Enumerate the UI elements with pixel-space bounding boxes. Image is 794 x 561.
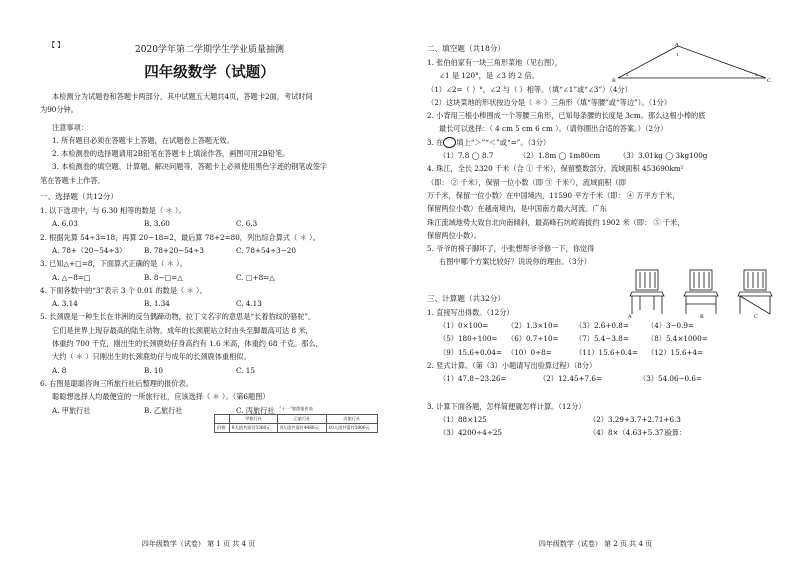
notice-title: 注意事项： xyxy=(52,122,88,132)
question-text: 保留两位小数）。 xyxy=(427,230,481,240)
calc-item: （10）0÷8= xyxy=(507,347,552,357)
question-text: 万千米，保留一位小数）在中国境内，11590 平方千米（即： ④ 万平方千米， xyxy=(427,190,680,200)
chair-label: B xyxy=(700,314,704,320)
calc-item: （4）3−0.9= xyxy=(647,321,694,331)
triangle-figure xyxy=(612,42,772,86)
option: A. 6.03 xyxy=(52,219,78,229)
notice-item: 笔在答题卡上作答。 xyxy=(40,175,105,185)
option: C. 6.3 xyxy=(236,219,258,229)
calc-item: （12）15.6+4= xyxy=(647,347,704,357)
question-text: 3. 已知△+□=8，下面算式正确的是（ ＊ ）。 xyxy=(40,259,187,269)
page-footer: 四年级数学（试卷） 第 2 页 共 4 页 xyxy=(538,540,653,548)
intro-line: 为90分钟。 xyxy=(40,105,78,115)
page-footer: 四年级数学（试卷） 第 1 页 共 4 页 xyxy=(141,540,256,548)
chairs-figure xyxy=(628,268,788,320)
table-cell: 10人团共需付5000元 xyxy=(326,424,377,433)
option: C. 15 xyxy=(236,365,255,375)
question-text: 最长可以选择：（ 4 cm 5 cm 6 cm ）。（请你圈出合适的答案。）（2分） xyxy=(439,124,668,134)
notice-item: 2. 本检测卷的选择题请用2B铅笔在答题卡上填涂作答，画图可用2B铅笔。 xyxy=(52,149,290,159)
notice-item: 1. 所有题目必须在答题卡上答题，在试题卷上答题无效。 xyxy=(52,135,234,145)
simplify-grid xyxy=(427,413,772,440)
options-row xyxy=(40,244,379,257)
question-text: 4. 下面各数中的“3”表示 3 个 0.01 的数是（ ＊ ）。 xyxy=(40,285,207,295)
q3-prefix: 3. 在 xyxy=(427,137,444,147)
options-row xyxy=(40,271,379,284)
option: B. 8−□=△ xyxy=(144,272,183,282)
vertex-label: C xyxy=(767,78,771,84)
exam-title: 2020学年第二学期学生学业质量抽测 xyxy=(135,45,284,55)
calc-item: （3）4200÷4÷25 xyxy=(439,428,503,438)
mental-math-grid xyxy=(427,319,772,359)
question-text: 2. 小背用三根小棒围成一个等腰三角形，已知每条腰的长度是 3cm。那么这根小棒的底 xyxy=(427,111,706,121)
question-text: 4. 珠江，全长 2320 千米（合 ① 千米），保留整数部分，流域面积 453690km² xyxy=(427,164,684,174)
option: A. △−8=□ xyxy=(52,272,91,282)
question-text: 2. 竖式计算。（第（3）小题请写出验算过程）（8分） xyxy=(427,360,597,370)
option: B. 乙旅行社 xyxy=(144,405,183,415)
table-cell: 6人团共需付3360元 xyxy=(229,424,277,433)
question-text: 5. 长颈鹿是一种生长在非洲的反刍偶蹄动物，拉丁文名字的意思是“长着豹纹的骆驼”。 xyxy=(40,312,316,322)
question-text: 保留两位小数）在越南境内，是中国南方最大河流。广东 xyxy=(427,204,607,214)
option: B. 10 xyxy=(144,365,163,375)
calc-item: （1）47.8−23.26= xyxy=(439,374,507,384)
compare-row xyxy=(427,149,772,162)
notice-item: 3. 本检测卷的填空题、计算题、解决问题等，答题卡上必须使用黑色字迹的钢笔或签字 xyxy=(52,162,328,172)
angle-label: 1 xyxy=(676,52,679,57)
question-text: 右图中哪个方案比较好？说说你的理由。（3分） xyxy=(439,257,591,267)
vertical-calc-row xyxy=(427,372,772,385)
calc-item: （7）5.4−3.8= xyxy=(575,334,629,344)
chair-b-icon xyxy=(684,270,718,314)
calc-item: （2）12.45+7.6= xyxy=(539,374,602,384)
calc-item: （9）15.6+0.04= xyxy=(439,347,502,357)
compare-item: （3）3.01kg ◯ 3kg100g xyxy=(619,151,708,161)
price-table xyxy=(214,414,378,433)
chair-c-icon xyxy=(738,270,772,314)
section-title: 三、计算题（共32分） xyxy=(427,293,506,303)
calc-item: （1）0×100= xyxy=(439,321,489,331)
option: A. 78+（20−54÷3） xyxy=(52,245,127,255)
question-text: （即： ② 千米），保留一位小数（即 ③ 千米²），流域面积（即 xyxy=(427,177,626,187)
chair-label: C xyxy=(754,314,758,320)
question-text: 它们是世界上现存最高的陆生动物。成年的长颈鹿站立时由头至脚最高可达 8 米， xyxy=(52,325,313,335)
question-text: 1. 直接写出得数。（12分） xyxy=(427,307,514,317)
option: C. 丙旅行社 xyxy=(236,405,275,415)
circle-icon xyxy=(443,137,456,148)
compare-item: （2）1.8m ◯ 1m80cm xyxy=(519,151,601,161)
option: C. 78+54÷3−20 xyxy=(236,245,296,255)
table-header: 乙旅行社 xyxy=(278,415,326,424)
option: A. 8 xyxy=(52,365,67,375)
vertex-label: B xyxy=(612,78,616,84)
calc-item: （3）54.06−0.6= xyxy=(639,374,702,384)
angle-label: 2 xyxy=(626,72,629,77)
option: B. 1.34 xyxy=(144,299,170,309)
table-header xyxy=(215,415,230,424)
table-cell: 8人团共需付4480元 xyxy=(278,424,326,433)
question-text: 体重约 700 千克，刚出生的长颈鹿幼仔身高约有 1.6 米高，体重约 68 千克。那么， xyxy=(52,339,323,349)
chair-label: A xyxy=(628,314,632,320)
calc-item: （1）88×125 xyxy=(439,414,487,424)
calc-item: （4）8×（4.63+5.37） xyxy=(589,428,671,438)
check-label: 验算： xyxy=(665,429,686,437)
calc-item: （5）180÷100= xyxy=(439,334,498,344)
option: B. 3.60 xyxy=(144,219,170,229)
chair-a-icon xyxy=(630,270,664,314)
calc-item: （2）3.29+3.7+2.71+6.3 xyxy=(589,414,681,424)
question-text: 大约（ ＊ ）只刚出生的长颈鹿幼仔与成年的长颈鹿体重相似。 xyxy=(52,352,251,362)
calc-item: （6）0.7÷10= xyxy=(507,334,559,344)
question-text: （2）这块菜地的形状按边分是（ ＊ ）三角形（填“等腰”或“等边”）。（1分） xyxy=(427,97,672,107)
table-header: 甲旅行社 xyxy=(229,415,277,424)
calc-item: （8）5.4×1000= xyxy=(647,334,708,344)
table-header-row xyxy=(215,415,378,424)
question-text xyxy=(427,136,772,149)
compare-item: （1）7.8 ◯ 8.7 xyxy=(439,151,494,161)
question-text: 2. 根据先算 54÷3=18，再算 20−18=2，最后算 78+2=80，列出综合算式（ ＊ ）。 xyxy=(40,232,320,242)
question-text: 1. 以下选项中，与 6.30 相等的数是（ ＊ ）。 xyxy=(40,206,186,216)
section-title: 二、填空题（共18分） xyxy=(427,44,506,53)
page-mark: 【 】 xyxy=(48,41,65,49)
option: A. 甲旅行社 xyxy=(52,405,91,415)
calc-item: （3）2.6+0.8= xyxy=(575,321,629,331)
question-text: 6. 右图是聪聪咨询三所旅行社后整理的报价表。 xyxy=(40,378,193,388)
option: C. 4.13 xyxy=(236,299,262,309)
intro-line: 本检测分为试题卷和答题卡两部分，其中试题五大题共4页，答题卡2面，考试时间 xyxy=(52,92,313,101)
option: C. □+8=△ xyxy=(236,272,275,282)
options-row xyxy=(40,364,379,377)
option: A. 3.14 xyxy=(52,299,78,309)
triangle-shape xyxy=(618,46,766,78)
question-text: 3. 计算下面各题，怎样简便就怎样计算。（12分） xyxy=(427,401,586,411)
table-caption: “十一”旅游报价表 xyxy=(279,406,313,411)
subject-title: 四年级数学（试题） xyxy=(144,65,275,81)
table-header: 丙旅行社 xyxy=(326,415,377,424)
question-text: （1）∠2=（ ）°，∠2 与（ ）相等。（填“∠1”或“∠3”）（4分） xyxy=(427,84,632,94)
question-text: 珠江流域地势大致自北向南倾斜，最高峰石坑崆海拔约 1902 米（即： ⑤ 千米， xyxy=(427,217,685,227)
vertex-label: A xyxy=(675,42,679,48)
options-row xyxy=(40,297,379,310)
question-text: 聪聪想选择人均最便宜的一所旅行社，应该选择（ ＊ ）。（第6题图） xyxy=(52,392,270,402)
q3-suffix: 填上“＞”“＜”或“=”。（3分） xyxy=(456,137,551,147)
calc-item: （11）15.6+0.4= xyxy=(575,347,638,357)
table-cell: 价格 xyxy=(215,424,230,433)
options-row xyxy=(40,217,379,230)
question-text: ∠1 是 120°，是 ∠3 的 2 倍。 xyxy=(439,71,539,81)
question-text: 1. 张伯伯家有一块三角形菜地（见右图）， xyxy=(427,58,562,67)
option: B. 78+20−54÷3 xyxy=(144,245,204,255)
section-title: 一、选择题（共12分） xyxy=(40,192,119,202)
angle-label: 3 xyxy=(755,72,758,77)
question-text: 5. 爷爷的椅子脚坏了，小张想帮爷爷修一下，你觉得 xyxy=(427,244,595,254)
table-row xyxy=(215,424,378,433)
calc-item: （2）1.3×10= xyxy=(507,321,559,331)
